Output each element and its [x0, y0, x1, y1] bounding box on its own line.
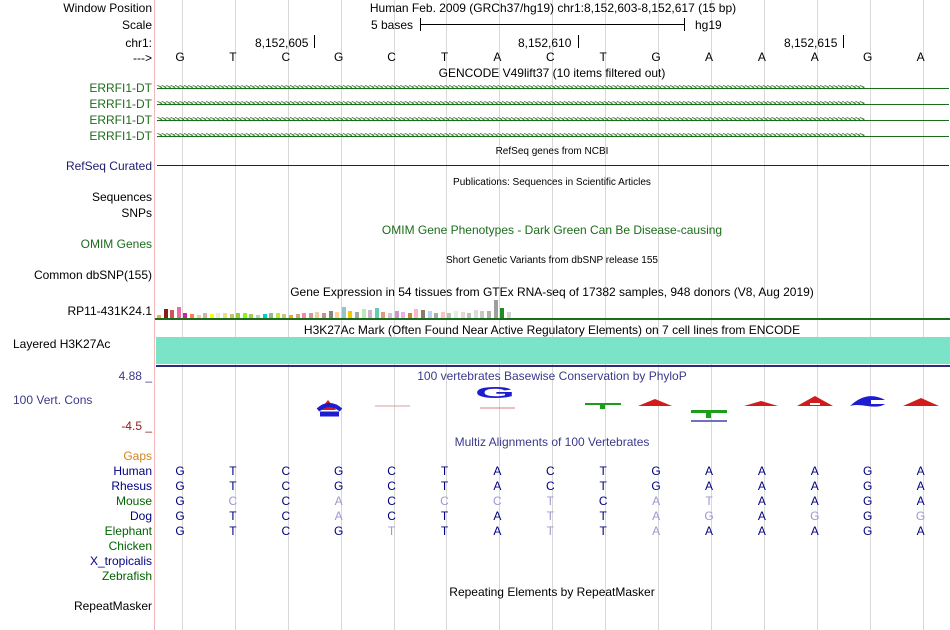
scale-label: Scale [121, 18, 152, 32]
aligned-base: G [704, 509, 714, 523]
aligned-base: A [810, 479, 819, 493]
aligned-base: A [810, 464, 819, 478]
publications-track-title: Publications: Sequences in Scientific Articles [453, 177, 651, 188]
aligned-base: A [916, 524, 925, 538]
aligned-base: A [757, 524, 766, 538]
gtex-tissue-bar[interactable] [474, 310, 478, 318]
logo-letter [903, 398, 939, 406]
aligned-base: C [228, 494, 238, 508]
aligned-base: G [810, 509, 820, 523]
gtex-expression-bars[interactable] [157, 298, 517, 318]
species-label[interactable]: Zebrafish [101, 569, 152, 583]
strand-arrows-icon: >>>>>>>>>>>>>>>>>>>>>>>>>>>>>>>>>>>>>>>>>>>>>>>>>>>>>>>>>>>>>>>>>>>>>>>>>>>>>>>>>>>>>>>>>>>>>>>>>>>>>>>>>>>>>>>>>>>>>>>>>>>>>>>>>>>>>>>>>>>>>>>>>>>>>>>>>>>>>>>> [157, 99, 864, 109]
aligned-base: T [546, 509, 554, 523]
strand-arrows-icon: >>>>>>>>>>>>>>>>>>>>>>>>>>>>>>>>>>>>>>>>>>>>>>>>>>>>>>>>>>>>>>>>>>>>>>>>>>>>>>>>>>>>>>>>>>>>>>>>>>>>>>>>>>>>>>>>>>>>>>>>>>>>>>>>>>>>>>>>>>>>>>>>>>>>>>>>>>>>>>>> [157, 83, 864, 93]
aligned-base: G [334, 479, 344, 493]
aligned-base: A [493, 524, 502, 538]
gencode-item-label[interactable]: ERRFI1-DT [89, 129, 152, 143]
reference-base: T [440, 50, 449, 64]
refseq-gene-line[interactable] [157, 165, 949, 166]
gtex-tissue-bar[interactable] [375, 308, 379, 318]
reference-base: G [863, 50, 873, 64]
aligned-base: C [281, 494, 291, 508]
aligned-base: A [652, 494, 661, 508]
gtex-tissue-bar[interactable] [414, 309, 418, 318]
reference-base: G [651, 50, 661, 64]
reference-base: C [545, 50, 555, 64]
aligned-base: A [704, 464, 714, 478]
reference-base: C [281, 50, 291, 64]
aligned-base: G [175, 524, 185, 538]
aligned-base: T [705, 494, 713, 508]
repeatmasker-track-title: Repeating Elements by RepeatMasker [449, 585, 655, 599]
aligned-base: T [229, 464, 237, 478]
aligned-base: C [493, 494, 502, 508]
omim-track-title: OMIM Gene Phenotypes - Dark Green Can Be Disease-causing [381, 223, 723, 237]
aligned-base: C [281, 509, 291, 523]
aligned-base: A [493, 509, 502, 523]
species-label[interactable]: Chicken [108, 539, 152, 553]
aligned-base: A [334, 509, 343, 523]
reference-base: A [704, 50, 714, 64]
aligned-base: G [175, 464, 185, 478]
aligned-base: C [387, 479, 396, 493]
aligned-base: C [387, 494, 396, 508]
reference-base: A [810, 50, 819, 64]
aligned-base: G [175, 494, 185, 508]
gtex-tissue-bar[interactable] [368, 310, 372, 318]
coord-tick-label-2: 8,152,610 [518, 36, 572, 50]
aligned-base: C [387, 464, 396, 478]
aligned-base: A [757, 509, 766, 523]
reference-base: A [916, 50, 925, 64]
aligned-base: T [440, 479, 449, 493]
aligned-base: A [916, 464, 925, 478]
repeatmasker-track-label[interactable]: RepeatMasker [73, 599, 152, 613]
reference-base: G [334, 50, 344, 64]
omim-track-label[interactable]: OMIM Genes [80, 237, 152, 251]
logo-letter [706, 410, 711, 418]
aligned-base: G [175, 509, 185, 523]
scale-bar-right-tick [684, 18, 685, 31]
aligned-base: A [334, 494, 343, 508]
multiz-track-title: Multiz Alignments of 100 Vertebrates [454, 435, 650, 449]
strand-arrows-icon: >>>>>>>>>>>>>>>>>>>>>>>>>>>>>>>>>>>>>>>>>>>>>>>>>>>>>>>>>>>>>>>>>>>>>>>>>>>>>>>>>>>>>>>>>>>>>>>>>>>>>>>>>>>>>>>>>>>>>>>>>>>>>>>>>>>>>>>>>>>>>>>>>>>>>>>>>>>>>>>> [157, 131, 864, 141]
refseq-track-title: RefSeq genes from NCBI [495, 146, 609, 157]
aligned-base: A [810, 524, 819, 538]
aligned-base: G [863, 509, 873, 523]
aligned-base: T [546, 524, 554, 538]
gencode-track-title: GENCODE V49lift37 (10 items filtered out) [438, 66, 666, 80]
aligned-base: C [440, 494, 449, 508]
gencode-item-label[interactable]: ERRFI1-DT [89, 113, 152, 127]
h3k27ac-signal[interactable] [156, 337, 950, 364]
aligned-base: A [652, 509, 661, 523]
aligned-base: G [651, 464, 661, 478]
conservation-max: 4.88 _ [118, 369, 152, 383]
aligned-base: C [545, 464, 555, 478]
coord-tick-3 [843, 35, 844, 48]
gencode-item-label[interactable]: ERRFI1-DT [89, 81, 152, 95]
aligned-base: G [175, 479, 185, 493]
strand-arrow-label[interactable]: ---> [133, 51, 152, 65]
aligned-base: C [281, 479, 291, 493]
aligned-base: C [598, 494, 608, 508]
reference-base: A [757, 50, 766, 64]
reference-base: T [229, 50, 237, 64]
aligned-base: G [863, 464, 873, 478]
h3k27ac-track-title: H3K27Ac Mark (Often Found Near Active Regulatory Elements) on 7 cell lines from ENCODE [303, 323, 801, 337]
aligned-base: G [651, 479, 661, 493]
aligned-base: C [281, 524, 291, 538]
aligned-base: G [334, 464, 344, 478]
reference-base: A [493, 50, 502, 64]
conservation-track-title: 100 vertebrates Basewise Conservation by PhyloP [417, 369, 687, 383]
species-label[interactable]: Dog [129, 509, 152, 523]
strand-arrows-icon: >>>>>>>>>>>>>>>>>>>>>>>>>>>>>>>>>>>>>>>>>>>>>>>>>>>>>>>>>>>>>>>>>>>>>>>>>>>>>>>>>>>>>>>>>>>>>>>>>>>>>>>>>>>>>>>>>>>>>>>>>>>>>>>>>>>>>>>>>>>>>>>>>>>>>>>>>>>>>>>> [157, 115, 864, 125]
gtex-tissue-bar[interactable] [342, 307, 346, 318]
gtex-tissue-bar[interactable] [329, 311, 333, 318]
conservation-min: -4.5 _ [121, 419, 152, 433]
gtex-tissue-bar[interactable] [487, 311, 491, 318]
reference-base: C [387, 50, 396, 64]
aligned-base: T [599, 479, 607, 493]
aligned-base: T [440, 524, 449, 538]
aligned-base: G [334, 524, 344, 538]
aligned-base: A [916, 494, 925, 508]
label-divider [154, 0, 155, 630]
aligned-base: A [704, 524, 714, 538]
aligned-base: C [545, 479, 555, 493]
aligned-base: C [387, 509, 396, 523]
aligned-base: G [863, 479, 873, 493]
species-label[interactable]: Mouse [115, 494, 152, 508]
aligned-base: A [916, 479, 925, 493]
logo-letter [600, 403, 605, 409]
sequences-track-label[interactable]: Sequences [91, 190, 152, 204]
gtex-tissue-bar[interactable] [500, 308, 504, 318]
aligned-base: C [281, 464, 291, 478]
aligned-base: G [863, 524, 873, 538]
logo-letter: G [475, 386, 515, 402]
window-position-label: Window Position [63, 1, 152, 15]
dbsnp-track-title: Short Genetic Variants from dbSNP release 155 [446, 255, 658, 266]
gtex-track-label[interactable]: RP11-431K24.1 [67, 304, 152, 318]
gtex-tissue-bar[interactable] [421, 310, 425, 318]
aligned-base: A [493, 464, 502, 478]
aligned-base: T [229, 509, 237, 523]
scale-bar [420, 24, 684, 25]
gtex-tissue-bar[interactable] [348, 311, 352, 318]
species-label[interactable]: Elephant [104, 524, 152, 538]
aligned-base: T [599, 464, 607, 478]
gtex-tissue-bar[interactable] [480, 311, 484, 318]
scale-assembly: hg19 [695, 18, 722, 32]
window-position-value: Human Feb. 2009 (GRCh37/hg19) chr1:8,152,603-8,152,617 (15 bp) [369, 1, 737, 15]
dbsnp-track-label[interactable]: Common dbSNP(155) [33, 268, 152, 282]
gtex-gene-bar[interactable] [155, 318, 950, 320]
aligned-base: G [863, 494, 873, 508]
coord-tick-1 [314, 35, 315, 48]
coord-tick-2 [578, 35, 579, 48]
aligned-base: A [704, 479, 714, 493]
reference-base: G [175, 50, 185, 64]
aligned-base: A [757, 479, 766, 493]
gtex-tissue-bar[interactable] [164, 309, 168, 318]
reference-base: T [599, 50, 607, 64]
aligned-base: T [440, 464, 449, 478]
aligned-base: A [810, 494, 819, 508]
logo-letter [850, 396, 885, 407]
aligned-base: A [652, 524, 661, 538]
gtex-tissue-bar[interactable] [454, 311, 458, 318]
aligned-base: G [915, 509, 926, 523]
conservation-logo[interactable] [155, 386, 950, 426]
aligned-base: T [599, 524, 607, 538]
gaps-label[interactable]: Gaps [123, 449, 152, 463]
aligned-base: T [546, 494, 554, 508]
gtex-tissue-bar[interactable] [170, 310, 174, 318]
h3k27ac-track-label[interactable]: Layered H3K27Ac [13, 337, 111, 351]
conservation-track-label[interactable]: 100 Vert. Cons [13, 393, 93, 407]
logo-letter [638, 399, 672, 406]
coord-tick-label-3: 8,152,615 [784, 36, 838, 50]
gtex-tissue-bar[interactable] [494, 300, 498, 318]
gtex-tissue-bar[interactable] [177, 307, 181, 318]
species-label[interactable]: X_tropicalis [89, 554, 152, 568]
aligned-base: T [599, 509, 607, 523]
species-label[interactable]: Rhesus [111, 479, 152, 493]
species-label[interactable]: Human [113, 464, 152, 478]
gtex-track-title: Gene Expression in 54 tissues from GTEx RNA-seq of 17382 samples, 948 donors (V8, Aug 2019) [290, 285, 814, 299]
scale-bar-left-tick [420, 18, 421, 31]
aligned-base: A [757, 494, 766, 508]
aligned-base: A [493, 479, 502, 493]
logo-letter [744, 401, 778, 406]
snps-track-label[interactable]: SNPs [121, 206, 152, 220]
aligned-base: T [229, 524, 237, 538]
chrom-label: chr1: [125, 36, 152, 50]
gtex-tissue-bar[interactable] [428, 311, 432, 318]
gencode-item-label[interactable]: ERRFI1-DT [89, 97, 152, 111]
aligned-base: A [757, 464, 766, 478]
aligned-base: T [229, 479, 237, 493]
gtex-tissue-bar[interactable] [362, 309, 366, 318]
h3k27ac-baseline [156, 365, 950, 367]
refseq-track-label[interactable]: RefSeq Curated [65, 159, 152, 173]
aligned-base: T [440, 509, 449, 523]
coord-tick-label-1: 8,152,605 [255, 36, 309, 50]
aligned-base: T [387, 524, 396, 538]
scale-value: 5 bases [371, 18, 414, 32]
gtex-tissue-bar[interactable] [395, 311, 399, 318]
